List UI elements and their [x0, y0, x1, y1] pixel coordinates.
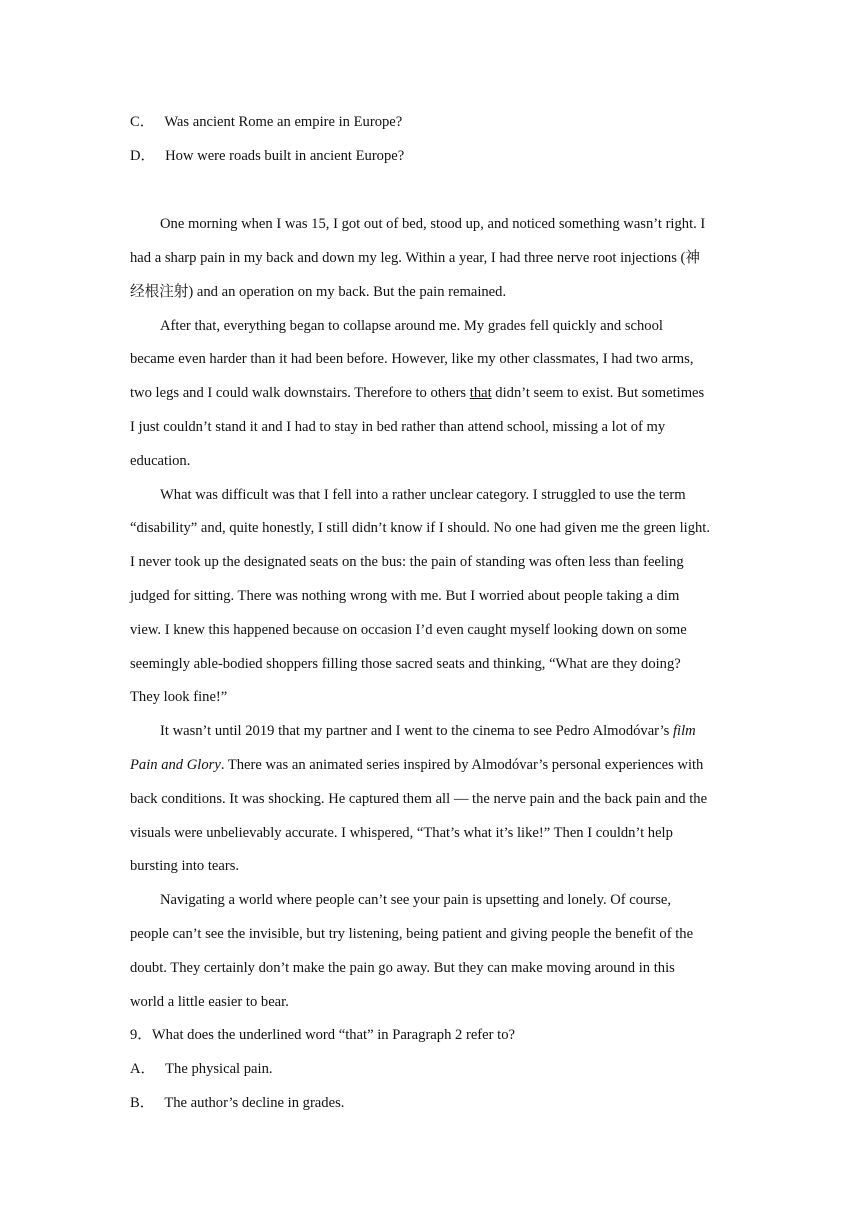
option-letter: D． [130, 148, 156, 164]
paragraph-1-line: 经根注射) and an operation on my back. But the pain remained. [130, 284, 507, 300]
option-letter: C． [130, 114, 155, 130]
question-text: What does the underlined word “that” in Paragraph 2 refer to? [151, 1027, 515, 1043]
option-text: Was ancient Rome an empire in Europe? [164, 114, 403, 130]
option-text: How were roads built in ancient Europe? [165, 148, 405, 164]
paragraph-2-line [130, 383, 704, 403]
text-segment: It wasn’t until 2019 that my partner and I went to the cinema to see Pedro Almodóvar’s [160, 723, 673, 739]
paragraph-2-line: became even harder than it had been before. However, like my other classmates, I had two arms, [130, 351, 694, 367]
paragraph-4-line [160, 721, 696, 741]
text-segment: two legs and I could walk downstairs. Therefore to others [130, 385, 470, 401]
paragraph-3-line: What was difficult was that I fell into a rather unclear category. I struggled to use the term [160, 487, 686, 503]
question-number: 9． [130, 1027, 152, 1043]
option-text: The author’s decline in grades. [164, 1095, 345, 1111]
paragraph-4-line [130, 755, 703, 775]
paragraph-1-line: had a sharp pain in my back and down my leg. Within a year, I had three nerve root injections (神 [130, 250, 700, 266]
text-segment: didn’t seem to exist. But sometimes [491, 385, 705, 401]
italic-text: film [672, 723, 696, 739]
paragraph-3-line: “disability” and, quite honestly, I still didn’t know if I should. No one had given me the green light. [130, 520, 711, 536]
paragraph-2-line: I just couldn’t stand it and I had to stay in bed rather than attend school, missing a lot of my [130, 419, 666, 435]
paragraph-5-line: doubt. They certainly don’t make the pain go away. But they can make moving around in this [130, 960, 675, 976]
text-segment: . There was an animated series inspired by Almodóvar’s personal experiences with [220, 757, 704, 773]
option-d [130, 146, 404, 166]
option-c [130, 112, 402, 132]
option-letter: A． [130, 1061, 156, 1077]
paragraph-4-line: visuals were unbelievably accurate. I whispered, “That’s what it’s like!” Then I couldn’t help [130, 825, 673, 841]
paragraph-2-line: education. [130, 453, 191, 469]
question-9 [130, 1025, 515, 1045]
paragraph-4-line: bursting into tears. [130, 858, 240, 874]
film-title: Pain and Glory [130, 757, 221, 773]
paragraph-5-line: world a little easier to bear. [130, 994, 289, 1010]
paragraph-3-line: judged for sitting. There was nothing wrong with me. But I worried about people taking a dim [130, 588, 680, 604]
paragraph-2-line: After that, everything began to collapse around me. My grades fell quickly and school [160, 318, 663, 334]
option-text: The physical pain. [165, 1061, 273, 1077]
paragraph-5-line: people can’t see the invisible, but try listening, being patient and giving people the benefit of the [130, 926, 694, 942]
paragraph-3-line: I never took up the designated seats on the bus: the pain of standing was often less than feeling [130, 554, 684, 570]
underlined-word: that [469, 385, 492, 401]
option-b[interactable] [130, 1093, 344, 1113]
paragraph-5-line: Navigating a world where people can’t see your pain is upsetting and lonely. Of course, [160, 892, 672, 908]
paragraph-3-line: view. I knew this happened because on occasion I’d even caught myself looking down on some [130, 622, 687, 638]
paragraph-3-line: They look fine!” [130, 689, 228, 705]
option-letter: B． [130, 1095, 155, 1111]
paragraph-1-line: One morning when I was 15, I got out of bed, stood up, and noticed something wasn’t right. I [160, 216, 706, 232]
paragraph-3-line: seemingly able-bodied shoppers filling those sacred seats and thinking, “What are they doing? [130, 656, 681, 672]
paragraph-4-line: back conditions. It was shocking. He captured them all — the nerve pain and the back pain and the [130, 791, 708, 807]
option-a[interactable] [130, 1059, 273, 1079]
